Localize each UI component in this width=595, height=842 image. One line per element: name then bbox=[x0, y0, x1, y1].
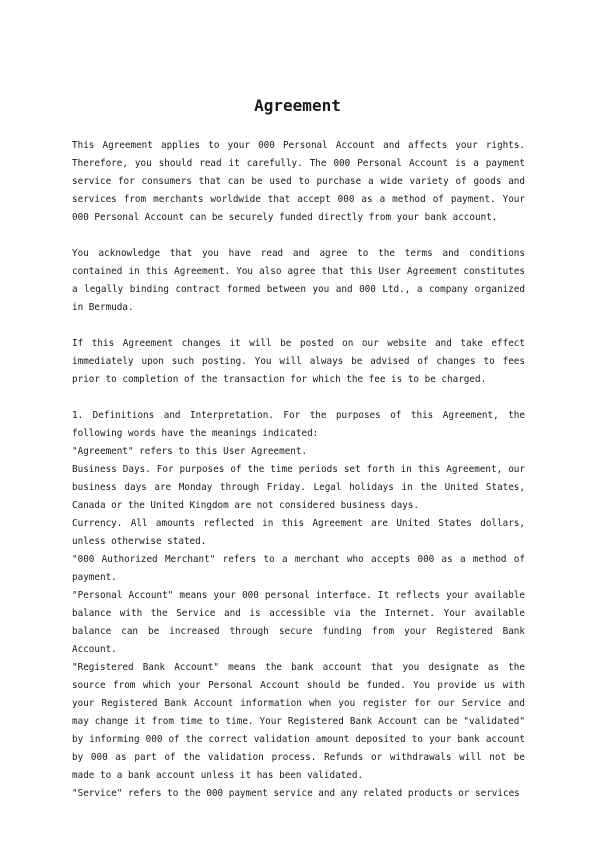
intro-paragraph: This Agreement applies to your 000 Personal Account and affects your rights. Therefore, you should read it carefully. The 000 Personal Account is a payment service for consumers that can be used to purchase a wide variety of goods and services from merchants worldwide that accept 000 as a method of payment. Your 000 Personal Account can be securely funded directly from your bank account. bbox=[72, 140, 525, 223]
definitions-heading: 1. Definitions and Interpretation. For the purposes of this Agreement, the following words have the meanings indicated: bbox=[72, 410, 525, 439]
definition-authorized-merchant: "000 Authorized Merchant" refers to a merchant who accepts 000 as a method of payment. bbox=[72, 554, 525, 583]
document-body bbox=[72, 137, 525, 803]
changes-paragraph: If this Agreement changes it will be posted on our website and take effect immediately upon such posting. You will always be advised of changes to fees prior to completion of the transaction for which the fee is to be charged. bbox=[72, 338, 525, 385]
definition-registered-bank-account: "Registered Bank Account" means the bank account that you designate as the source from which your Personal Account should be funded. You provide us with your Registered Bank Account information when you register for our Service and may change it from time to time. Your Registered Bank Account can be "validated" by informing 000 of the correct validation amount deposited to your bank account by 000 as part of the validation process. Refunds or withdrawals will not be made to a bank account unless it has been validated. bbox=[72, 662, 525, 781]
definition-service: "Service" refers to the 000 payment service and any related products or services bbox=[72, 788, 520, 799]
definitions-section bbox=[72, 407, 525, 803]
definition-currency: Currency. All amounts reflected in this Agreement are United States dollars, unless otherwise stated. bbox=[72, 518, 525, 547]
definition-business-days: Business Days. For purposes of the time periods set forth in this Agreement, our business days are Monday through Friday. Legal holidays in the United States, Canada or the United Kingdom are not considered business days. bbox=[72, 464, 525, 511]
acknowledgement-paragraph: You acknowledge that you have read and agree to the terms and conditions contained in this Agreement. You also agree that this User Agreement constitutes a legally binding contract formed between you and 000 Ltd., a company organized in Bermuda. bbox=[72, 248, 525, 313]
definition-agreement: "Agreement" refers to this User Agreement. bbox=[72, 446, 308, 457]
document-title: Agreement bbox=[254, 96, 341, 115]
definition-personal-account: "Personal Account" means your 000 personal interface. It reflects your available balance with the Service and is accessible via the Internet. Your available balance can be increased through secure funding from your Registered Bank Account. bbox=[72, 590, 525, 655]
